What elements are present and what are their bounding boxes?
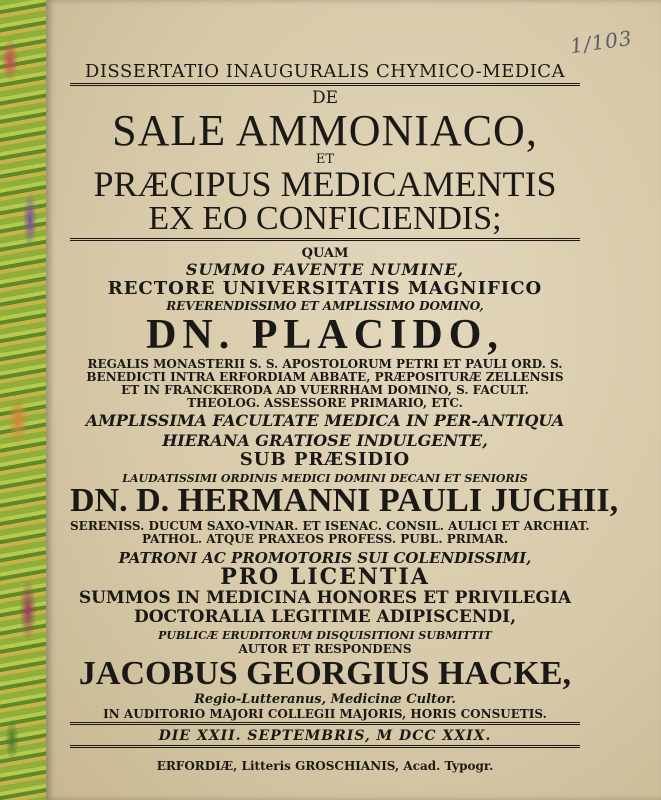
laudatissimi-line: LAUDATISSIMI ORDINIS MEDICI DOMINI DECANI ET SENIORIS <box>122 472 528 485</box>
placido-title-1: REGALIS MONASTERII S. S. APOSTOLORUM PETRI ET PAULI ORD. S. <box>87 357 563 371</box>
placido-title-3: ET IN FRANCKERODA AD VUERRHAM DOMINO, S. FACULT. <box>121 383 529 397</box>
placido-title-4: THEOLOG. ASSESSORE PRIMARIO, ETC. <box>187 396 463 410</box>
placido-name: DN. PLACIDO, <box>146 312 504 358</box>
doctoralia-line: DOCTORALIA LEGITIME ADIPISCENDI, <box>133 607 517 627</box>
title-main: SALE AMMONIACO, <box>112 106 538 155</box>
juchius-title-2: PATHOL. ATQUE PRAXEOS PROFESS. PUBL. PRIMAR. <box>141 532 509 546</box>
sub-praesidio: SUB PRÆSIDIO <box>239 449 411 470</box>
patroni-line: PATRONI AC PROMOTORIS SUI COLENDISSIMI, <box>118 549 532 567</box>
date-line: DIE XXII. SEPTEMBRIS, M DCC XXIX. <box>158 728 492 744</box>
date-top-rule <box>70 722 580 727</box>
title-line-3: EX EO CONFICIENDIS; <box>148 200 502 237</box>
imprint-line: ERFORDIÆ, Litteris GROSCHIANIS, Acad. Typogr. <box>156 759 494 773</box>
marbled-binding-edge <box>0 0 46 800</box>
handwritten-shelf-mark: 1/103 <box>568 25 635 59</box>
title-de: DE <box>311 88 339 108</box>
title-et: ET <box>315 152 335 167</box>
pro-licentia: PRO LICENTIA <box>220 564 430 590</box>
quam-line: QUAM <box>301 246 349 261</box>
dissertation-heading: DISSERTATIO INAUGURALIS CHYMICO-MEDICA <box>84 61 566 82</box>
date-bottom-rule <box>70 745 580 750</box>
publicae-line: PUBLICÆ ERUDITORUM DISQUISITIONI SUBMITTIT <box>158 629 492 642</box>
rector-line: RECTORE UNIVERSITATIS MAGNIFICO <box>107 278 543 299</box>
numine-line: SUMMO FAVENTE NUMINE, <box>185 260 465 279</box>
hacke-name: JACOBUS GEORGIUS HACKE, <box>78 655 572 692</box>
juchius-title-1: SERENISS. DUCUM SAXO-VINAR. ET ISENAC. CONSIL. AULICI ET ARCHIAT. <box>70 519 590 533</box>
auditorio-line: IN AUDITORIO MAJORI COLLEGII MAJORIS, HORIS CONSUETIS. <box>103 707 547 721</box>
hacke-origin: Regio-Lutteranus, Medicinæ Cultor. <box>194 692 456 707</box>
juchius-name: DN. D. HERMANNI PAULI JUCHII, <box>70 482 619 519</box>
facultate-line-2: HIERANA GRATIOSE INDULGENTE, <box>162 431 488 450</box>
summos-line: SUMMOS IN MEDICINA HONORES ET PRIVILEGIA <box>78 588 572 608</box>
autor-line: AUTOR ET RESPONDENS <box>238 642 412 656</box>
reverendissimo-line: REVERENDISSIMO ET AMPLISSIMO DOMINO, <box>166 299 484 313</box>
placido-title-2: BENEDICTI INTRA ERFORDIAM ABBATE, PRÆPOSITURÆ ZELLENSIS <box>86 370 564 384</box>
title-page-text <box>70 55 619 773</box>
title-rule <box>70 238 580 243</box>
facultate-line-1: AMPLISSIMA FACULTATE MEDICA IN PER-ANTIQUA <box>85 411 565 430</box>
title-line-2: PRÆCIPUS MEDICAMENTIS <box>93 164 557 204</box>
